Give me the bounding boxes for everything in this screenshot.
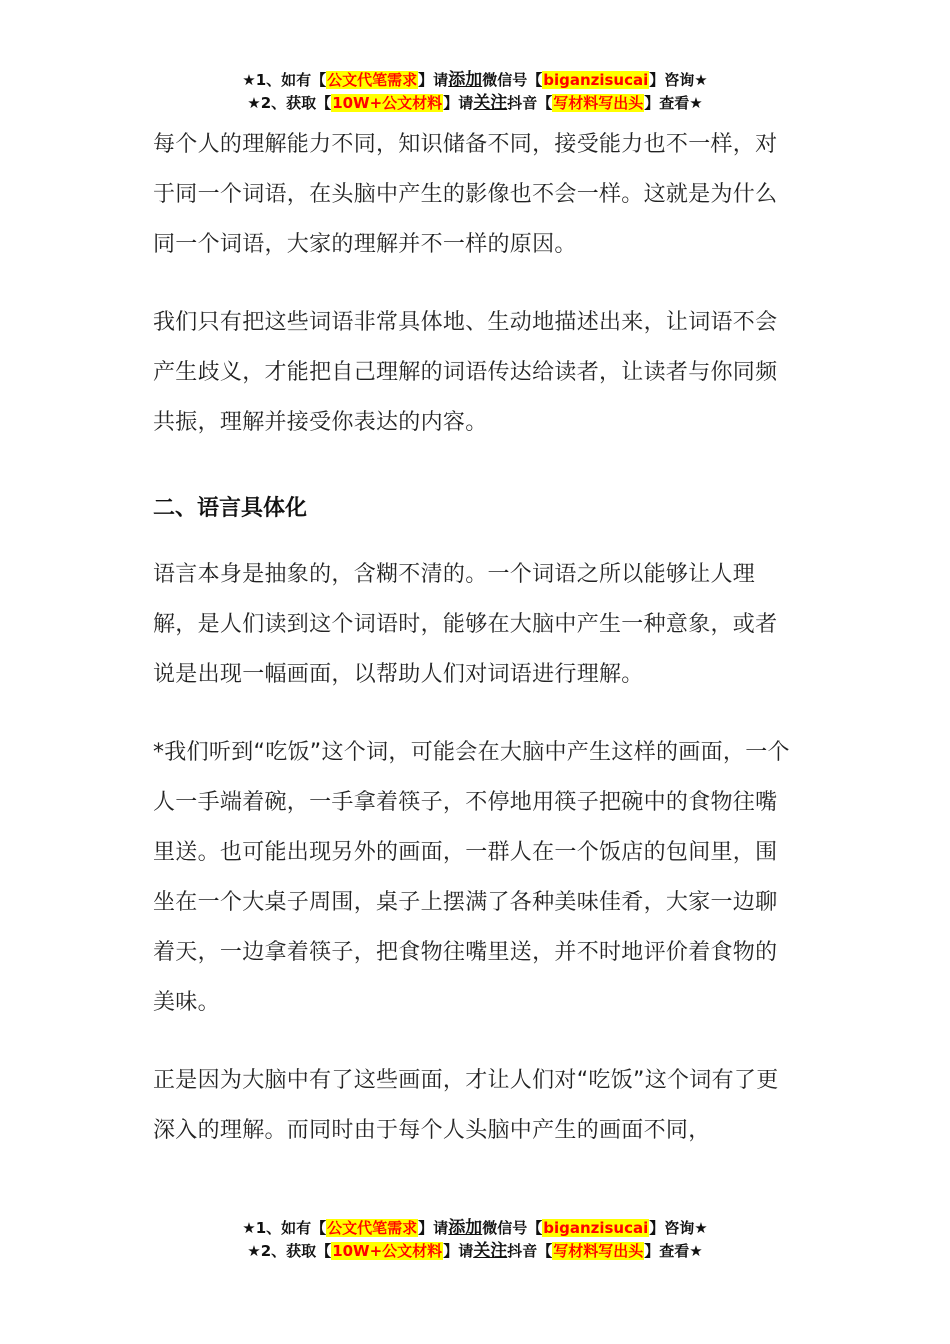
banner-highlight: 写材料写出头 (553, 1242, 644, 1260)
banner-underline: 关注 (473, 93, 508, 113)
banner-text: 微信号【 (482, 1219, 543, 1237)
banner-text: 】请 (418, 1219, 449, 1237)
paragraph-1: 每个人的理解能力不同，知识储备不同，接受能力也不一样，对于同一个词语，在头脑中产生的影像也不会一样。这就是为什么同一个词语，大家的理解并不一样的原因。 (153, 132, 778, 257)
banner-highlight: biganzisucai (543, 1219, 649, 1237)
paragraph-4: *我们听到“吃饭”这个词，可能会在大脑中产生这样的画面，一个人一手端着碗，一手拿着筷子，不停地用筷子把碗中的食物往嘴里送。也可能出现另外的画面，一群人在一个饭店的包间里，围坐在一个大桌子周围，桌子上摆满了各种美味佳肴，大家一边聊着天，一边拿着筷子，把食物往嘴里送，并不时地评价着食物的美味。 (153, 740, 790, 1015)
banner-text: ★2、获取【 (247, 94, 332, 112)
header-banner (0, 69, 950, 115)
paragraph-2: 我们只有把这些词语非常具体地、生动地描述出来，让词语不会产生歧义，才能把自己理解的词语传达给读者，让读者与你同频共振，理解并接受你表达的内容。 (153, 310, 778, 435)
paragraph-3: 语言本身是抽象的，含糊不清的。一个词语之所以能够让人理解，是人们读到这个词语时，能够在大脑中产生一种意象，或者说是出现一幅画面，以帮助人们对词语进行理解。 (153, 562, 778, 687)
banner-highlight: 10W+公文材料 (332, 1242, 443, 1260)
section-heading: 二、语言具体化 (153, 496, 308, 521)
banner-highlight: 写材料写出头 (553, 94, 644, 112)
banner-highlight: biganzisucai (543, 71, 649, 89)
paragraph-5: 正是因为大脑中有了这些画面，才让人们对“吃饭”这个词有了更深入的理解。而同时由于每个人头脑中产生的画面不同， (153, 1068, 779, 1143)
banner-text: ★2、获取【 (247, 1242, 332, 1260)
banner-text: 抖音【 (507, 1242, 553, 1260)
footer-banner (0, 1217, 950, 1263)
banner-line-1 (0, 69, 950, 92)
document-body (153, 120, 798, 1156)
banner-text: ★1、如有【 (242, 1219, 327, 1237)
banner-text: 】咨询★ (649, 1219, 708, 1237)
banner-highlight: 10W+公文材料 (332, 94, 443, 112)
banner-text: 微信号【 (482, 71, 543, 89)
banner-highlight: 公文代笔需求 (327, 1219, 418, 1237)
banner-underline: 关注 (473, 1241, 508, 1261)
banner-underline: 添加 (448, 1218, 483, 1238)
banner-line-1 (0, 1217, 950, 1240)
banner-text: 】查看★ (644, 1242, 703, 1260)
banner-line-2 (0, 92, 950, 115)
banner-text: 】请 (418, 71, 449, 89)
banner-highlight: 公文代笔需求 (327, 71, 418, 89)
banner-line-2 (0, 1240, 950, 1263)
banner-text: 】请 (443, 1242, 474, 1260)
banner-text: 】查看★ (644, 94, 703, 112)
banner-text: 】请 (443, 94, 474, 112)
banner-text: 】咨询★ (649, 71, 708, 89)
banner-underline: 添加 (448, 70, 483, 90)
banner-text: 抖音【 (507, 94, 553, 112)
banner-text: ★1、如有【 (242, 71, 327, 89)
